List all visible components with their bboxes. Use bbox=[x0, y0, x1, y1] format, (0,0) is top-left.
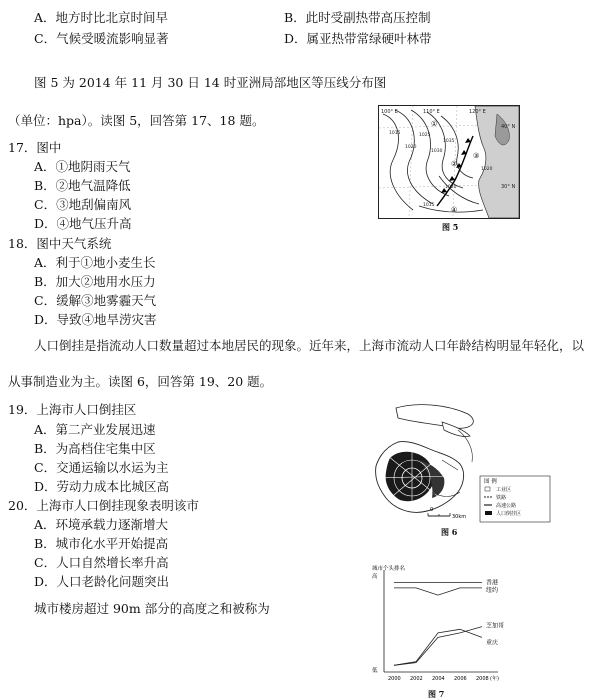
q18-option-b: B．加大②地用水压力 bbox=[34, 274, 156, 289]
series-label-3: 重庆 bbox=[486, 639, 499, 647]
series-label-1: 纽约 bbox=[486, 586, 499, 594]
x-tick-label: 2002 bbox=[410, 676, 423, 682]
q17-stem: 17．图中 bbox=[8, 140, 62, 155]
y-low-label: 低 bbox=[372, 668, 378, 674]
isobar-label: 1025 bbox=[419, 133, 431, 138]
series-label-2: 芝加哥 bbox=[486, 622, 505, 630]
point-1-label: ① bbox=[431, 120, 438, 128]
passage-line1: 人口倒挂是指流动人口数量超过本地居民的现象。近年来，上海市流动人口年龄结构明显年轻化，以 bbox=[34, 338, 585, 353]
svg-text:0: 0 bbox=[430, 507, 434, 513]
isobar-label: 1015 bbox=[389, 131, 401, 136]
x-tick-label: 2004 bbox=[432, 676, 445, 682]
q19-stem: 19．上海市人口倒挂区 bbox=[8, 402, 137, 417]
figure-7-line-chart bbox=[370, 564, 510, 686]
x-tick-label: 2008 bbox=[476, 676, 489, 682]
lon-label: 120° E bbox=[469, 109, 486, 115]
fig5-intro-line1: 图 5 为 2014 年 11 月 30 日 14 时亚洲局部地区等压线分布图 bbox=[34, 75, 387, 90]
isobar-label: 1030 bbox=[431, 149, 443, 154]
q20-option-d: D．人口老龄化问题突出 bbox=[34, 574, 170, 589]
q17-option-d: D．④地气压升高 bbox=[34, 216, 132, 231]
q20-option-c: C．人口自然增长率升高 bbox=[34, 555, 169, 570]
lon-label: 100° E bbox=[381, 109, 398, 115]
y-axis-title: 城市个头排名 bbox=[372, 566, 406, 572]
q20-option-b: B．城市化水平开始提高 bbox=[34, 536, 169, 551]
q18-stem: 18．图中天气系统 bbox=[8, 236, 112, 251]
q18-option-d: D．导致④地旱涝灾害 bbox=[34, 312, 157, 327]
q18-option-c: C．缓解③地雾霾天气 bbox=[34, 293, 157, 308]
option-a-top: A．地方时比北京时间早 bbox=[34, 10, 169, 25]
option-c-top: C．气候受暖流影响显著 bbox=[34, 31, 169, 46]
figure-5-caption: 图 5 bbox=[442, 222, 459, 232]
legend-highway: 高速公路 bbox=[496, 503, 517, 509]
isobar-label: 1020 bbox=[445, 185, 457, 190]
q19-option-c: C．交通运输以水运为主 bbox=[34, 460, 169, 475]
q20-option-a: A．环境承载力逐渐增大 bbox=[34, 517, 169, 532]
fig5-intro-line2: （单位：hpa）。读图 5，回答第 17、18 题。 bbox=[8, 113, 265, 128]
isobar-label: 1020 bbox=[481, 167, 493, 172]
legend-title: 图 例 bbox=[484, 479, 497, 485]
figure-6-caption: 图 6 bbox=[441, 527, 458, 537]
q17-option-c: C．③地刮偏南风 bbox=[34, 197, 132, 212]
option-d-top: D．属亚热带常绿硬叶林带 bbox=[284, 31, 432, 46]
figure-7-caption: 图 7 bbox=[428, 689, 445, 699]
lon-label: 110° E bbox=[423, 109, 440, 115]
q19-option-d: D．劳动力成本比城区高 bbox=[34, 479, 170, 494]
x-tick-label: 2000 bbox=[388, 676, 401, 682]
scale-label: 30km bbox=[452, 514, 467, 520]
isobar-label: 1015 bbox=[423, 203, 435, 208]
isobar-map-svg bbox=[379, 106, 519, 218]
q18-option-a: A．利于①地小麦生长 bbox=[34, 255, 156, 270]
legend-inversion-zone: 人口倒挂区 bbox=[496, 511, 522, 517]
q20-stem: 20．上海市人口倒挂现象表明该市 bbox=[8, 498, 199, 513]
point-2-label: ② bbox=[451, 160, 458, 168]
x-tick-label: (年) bbox=[490, 676, 499, 682]
figure-5-isobar-map bbox=[378, 105, 520, 219]
q17-option-b: B．②地气温降低 bbox=[34, 178, 131, 193]
option-b-top: B．此时受副热带高压控制 bbox=[284, 10, 431, 25]
series-line-1 bbox=[394, 588, 482, 595]
lat-label: 30° N bbox=[501, 184, 516, 190]
q19-option-b: B．为高档住宅集中区 bbox=[34, 441, 156, 456]
question-final-stem: 城市楼房超过 90m 部分的高度之和被称为 bbox=[34, 601, 270, 616]
legend-industrial: 工业区 bbox=[496, 487, 512, 493]
lat-label: 40° N bbox=[501, 124, 516, 130]
x-tick-label: 2006 bbox=[454, 676, 467, 682]
point-3-label: ③ bbox=[473, 152, 480, 160]
legend-railway: 铁路 bbox=[496, 495, 507, 501]
point-4-label: ④ bbox=[451, 206, 458, 214]
q19-option-a: A．第二产业发展迅速 bbox=[34, 422, 156, 437]
isobar-label: 1020 bbox=[405, 145, 417, 150]
q17-option-a: A．①地阴雨天气 bbox=[34, 159, 131, 174]
isobar-label: 1035 bbox=[443, 139, 455, 144]
y-high-label: 高 bbox=[372, 574, 378, 580]
series-line-3 bbox=[394, 629, 482, 665]
series-label-0: 香港 bbox=[486, 579, 499, 587]
passage-line2: 从事制造业为主。读图 6，回答第 19、20 题。 bbox=[8, 374, 273, 389]
figure-6-shanghai-map bbox=[372, 400, 552, 526]
